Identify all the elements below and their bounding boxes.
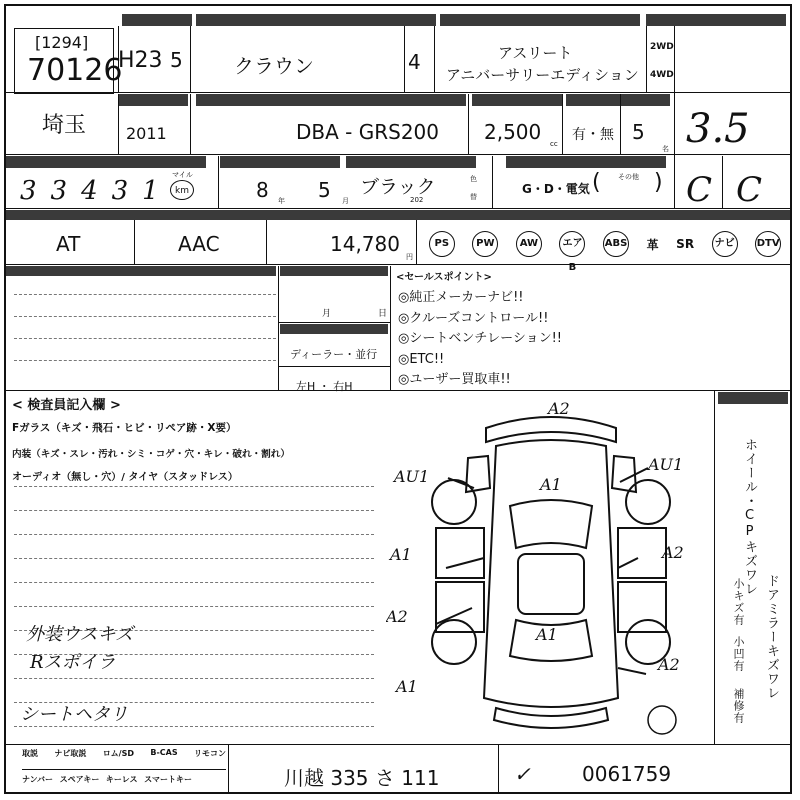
repaint-label: 替 xyxy=(470,193,477,201)
option-ps: PS xyxy=(429,231,455,257)
header-bar xyxy=(718,392,788,404)
windshield-line: Fガラス（キズ・飛石・ヒビ・リペア跡・X要） xyxy=(12,422,237,434)
sales-point: ◎シートベンチレーション!! xyxy=(398,331,562,346)
option-list xyxy=(420,230,790,273)
sidebar-wheel-text: ホイール・CPキズワレ xyxy=(742,438,757,596)
sales-point: ◎ユーザー買取車!! xyxy=(398,372,511,387)
aircon-type: AAC xyxy=(178,232,220,256)
audio-tire-line: オーディオ（無し・穴）/ タイヤ（スタッドレス） xyxy=(12,472,238,483)
grade-line2: アニバーサリーエディション xyxy=(446,66,639,84)
history-month: 月 xyxy=(322,309,332,319)
header-bar xyxy=(6,266,276,276)
option-sunroof: SR xyxy=(676,237,695,251)
option-leather: 革 xyxy=(646,237,659,252)
mileage: 33431 xyxy=(20,176,173,206)
mileage-unit-mile: マイル xyxy=(172,171,193,179)
inspector-title: < 検査員記入欄 > xyxy=(12,398,121,413)
cc-unit: cc xyxy=(550,140,558,148)
diagram-label: A1 xyxy=(536,625,558,644)
header-bar xyxy=(6,210,790,220)
sidebar-note-repair: 補修有 xyxy=(732,688,745,724)
equipment-manual: 取説 xyxy=(22,749,38,758)
option-dtv: DTV xyxy=(755,231,781,257)
drive-4wd: 4WD xyxy=(650,70,674,80)
diagram-label: A1 xyxy=(390,545,412,564)
registration-plate: 川越 335 さ 111 xyxy=(284,766,440,790)
note-seat-wear: シートヘタリ xyxy=(20,704,128,725)
yen-unit: 円 xyxy=(406,253,413,261)
lot-number: 70126 xyxy=(27,53,123,88)
diagram-label: AU1 xyxy=(648,455,684,474)
body-color: ブラック xyxy=(360,176,436,198)
header-bar xyxy=(346,156,476,168)
color-label: 色 xyxy=(470,175,477,183)
diagram-label: A1 xyxy=(540,475,562,494)
auction-sheet xyxy=(4,4,792,794)
note-rear-spoiler: Rスポイラ xyxy=(30,652,116,673)
steering-side: 左H ・ 右H xyxy=(296,380,353,393)
diagram-label: A2 xyxy=(658,655,680,674)
sales-point: ◎純正メーカーナビ!! xyxy=(398,290,524,305)
equipment-spare-key: スペアキー xyxy=(59,775,100,784)
header-bar xyxy=(6,156,206,168)
equipment-keyless: キーレス xyxy=(105,775,138,784)
equipment-rom-sd: ロム/SD xyxy=(102,749,135,758)
interior-grade: C xyxy=(686,170,713,210)
lot-box xyxy=(14,28,123,94)
color-code: 202 xyxy=(410,196,424,204)
equipment-navi-manual: ナビ取説 xyxy=(54,749,87,758)
sidebar-mirror-text: ドアミラーキズワレ xyxy=(764,574,779,700)
diagram-label: A1 xyxy=(396,677,418,696)
fuel-other: その他 xyxy=(618,173,639,181)
header-bar xyxy=(196,94,466,106)
transmission: AT xyxy=(56,232,81,256)
door-count: 4 xyxy=(408,50,421,74)
sales-title: <セールスポイント> xyxy=(396,272,492,283)
region: 埼玉 xyxy=(42,113,87,138)
diagram-label: A2 xyxy=(548,399,570,418)
inspection-month: 8 xyxy=(256,178,269,202)
equipment-bcas: B-CAS xyxy=(150,748,178,757)
equipment-remote: リモコン xyxy=(193,749,226,758)
model-code: DBA - GRS200 xyxy=(296,120,439,144)
chassis-check: ✓ xyxy=(514,762,531,786)
sales-point: ◎ETC!! xyxy=(398,351,445,367)
fuel-type: G・D・電気 xyxy=(522,182,590,196)
model-name: クラウン xyxy=(234,54,314,78)
overall-score: 3.5 xyxy=(686,106,750,152)
header-bar xyxy=(122,14,192,26)
model-year: 2011 xyxy=(126,124,167,143)
chassis-number: 0061759 xyxy=(582,762,672,786)
seats-unit: 名 xyxy=(662,145,669,153)
sales-points xyxy=(398,288,562,391)
lot-bracket: [1294] xyxy=(35,33,89,52)
sidebar-note-small-scratch: 小キズ有 xyxy=(732,578,745,626)
seats: 5 xyxy=(632,120,645,144)
month-unit: 月 xyxy=(342,197,349,205)
first-reg-month: 5 xyxy=(170,48,183,72)
header-bar xyxy=(280,324,388,334)
header-bar xyxy=(506,156,666,168)
header-bar xyxy=(280,266,388,276)
header-bar xyxy=(196,14,436,26)
option-navi: ナビ xyxy=(712,231,738,257)
aircon: 有・無 xyxy=(572,127,614,143)
header-bar xyxy=(646,14,786,26)
equipment-smart-key: スマートキー xyxy=(144,775,192,784)
interior-line: 内装（キズ・スレ・汚れ・シミ・コゲ・穴・キレ・破れ・割れ） xyxy=(12,449,290,460)
inspection-day: 5 xyxy=(318,178,331,202)
recycle-fee: 14,780 xyxy=(330,232,400,256)
header-bar xyxy=(220,156,340,168)
sidebar-note-small-dent: 小凹有 xyxy=(732,636,745,672)
diagram-label: AU1 xyxy=(394,467,430,486)
mileage-unit-km: km xyxy=(170,180,194,200)
header-bar xyxy=(566,94,670,106)
car-damage-diagram xyxy=(386,398,716,744)
year-unit: 年 xyxy=(278,197,285,205)
header-bar xyxy=(472,94,562,106)
drive-2wd: 2WD xyxy=(650,42,674,52)
header-bar xyxy=(440,14,640,26)
header-bar xyxy=(118,94,188,106)
option-aw: AW xyxy=(516,231,542,257)
equipment-plate: ナンバー xyxy=(22,775,54,784)
paren-open: ( xyxy=(592,170,601,195)
grade-line1: アスリート xyxy=(498,44,573,62)
sales-point: ◎クルーズコントロール!! xyxy=(398,310,549,326)
dealer-type: ディーラー・並行 xyxy=(290,348,378,361)
displacement: 2,500 xyxy=(484,120,542,144)
paren-close: ) xyxy=(654,170,663,195)
diagram-label: A2 xyxy=(662,543,684,562)
option-abs: ABS xyxy=(603,231,629,257)
option-airbag: エアB xyxy=(559,231,585,257)
equipment-grid xyxy=(22,748,226,792)
era-year: H23 xyxy=(118,48,163,73)
option-pw: PW xyxy=(472,231,498,257)
exterior-grade: C xyxy=(736,170,763,210)
note-exterior-scratch: 外装ウスキズ xyxy=(26,624,134,645)
history-day: 日 xyxy=(378,309,388,319)
diagram-label: A2 xyxy=(386,607,408,626)
